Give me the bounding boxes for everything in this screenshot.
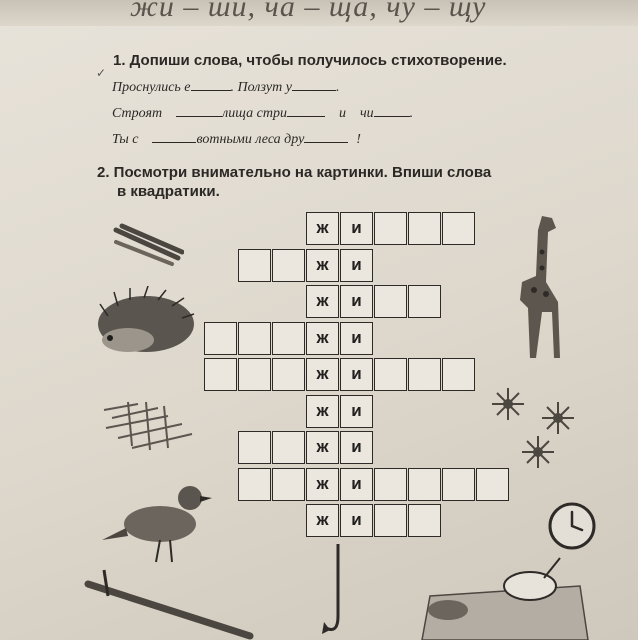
crossword-cell[interactable] <box>374 285 407 318</box>
clock-icon <box>546 500 600 552</box>
crossword-cell[interactable] <box>374 468 407 501</box>
fishhook-icon <box>318 542 358 640</box>
header-strip <box>0 0 638 26</box>
check-mark-icon: ✓ <box>96 66 107 80</box>
sparrow-icon <box>100 476 214 568</box>
crossword-cell[interactable] <box>238 468 271 501</box>
crossword-cell[interactable] <box>272 468 305 501</box>
blank-field[interactable] <box>374 104 410 117</box>
crossword-cell-i: и <box>340 504 373 537</box>
crossword-cell[interactable] <box>204 322 237 355</box>
crossword-cell-i: и <box>340 358 373 391</box>
blank-field[interactable] <box>287 104 325 117</box>
poem-line-3: Ты с вотными леса дру ! <box>112 132 361 147</box>
crossword-cell[interactable] <box>374 212 407 245</box>
crossword-cell[interactable] <box>204 358 237 391</box>
blank-field[interactable] <box>292 78 336 91</box>
crossword-cell-zh: ж <box>306 395 339 428</box>
crossword-cell-i: и <box>340 468 373 501</box>
crossword-cell-i: и <box>340 395 373 428</box>
blank-field[interactable] <box>152 130 196 143</box>
crossword-cell-zh: ж <box>306 468 339 501</box>
skis-icon <box>112 220 184 268</box>
crossword-cell-i: и <box>340 249 373 282</box>
crossword-cell[interactable] <box>442 212 475 245</box>
giraffe-icon <box>506 212 570 362</box>
poem-line-2: Строят лища стри и чи . <box>112 106 414 121</box>
crossword-cell[interactable] <box>272 249 305 282</box>
crossword-cell[interactable] <box>408 285 441 318</box>
crossword-cell[interactable] <box>272 322 305 355</box>
blank-field[interactable] <box>304 130 348 143</box>
crossword-cell[interactable] <box>408 212 441 245</box>
crossword-cell-zh: ж <box>306 285 339 318</box>
crossword-cell[interactable] <box>408 468 441 501</box>
crossword-cell[interactable] <box>238 358 271 391</box>
header-title: жи – ши, ча – ща, чу – щу <box>130 0 487 23</box>
crossword-cell-zh: ж <box>306 212 339 245</box>
crossword-cell-i: и <box>340 322 373 355</box>
ski-pole-icon <box>84 566 254 640</box>
crossword-cell[interactable] <box>374 504 407 537</box>
crossword-cell-zh: ж <box>306 358 339 391</box>
task1-title: 1. Допиши слова, чтобы получилось стихотворение. <box>113 52 507 69</box>
crossword-cell[interactable] <box>272 431 305 464</box>
crossword-cell[interactable] <box>238 249 271 282</box>
crossword-cell[interactable] <box>272 358 305 391</box>
snowflakes-icon <box>484 382 584 478</box>
hedgehog-icon <box>88 286 198 358</box>
crossword-cell[interactable] <box>238 322 271 355</box>
crossword-cell-zh: ж <box>306 249 339 282</box>
crossword-cell[interactable] <box>408 358 441 391</box>
crossword-cell[interactable] <box>238 431 271 464</box>
crossword-cell[interactable] <box>408 504 441 537</box>
crossword-cell-i: и <box>340 212 373 245</box>
crossword-cell-i: и <box>340 431 373 464</box>
crossword-cell[interactable] <box>442 358 475 391</box>
crossword-cell-i: и <box>340 285 373 318</box>
crossword-cell-zh: ж <box>306 431 339 464</box>
crossword-cell[interactable] <box>374 358 407 391</box>
crossword-cell-zh: ж <box>306 322 339 355</box>
crossword-cell-zh: ж <box>306 504 339 537</box>
blank-field[interactable] <box>191 78 231 91</box>
teapot-icon <box>420 556 590 640</box>
crossword-cell[interactable] <box>442 468 475 501</box>
task2-title-line1: 2. Посмотри внимательно на картинки. Впиши слова <box>97 164 492 181</box>
task2-title-line2: в квадратики. <box>117 183 220 200</box>
puddle-icon <box>98 398 198 460</box>
blank-field[interactable] <box>176 104 222 117</box>
poem-line-1: Проснулись е . Ползут у . <box>112 80 340 95</box>
